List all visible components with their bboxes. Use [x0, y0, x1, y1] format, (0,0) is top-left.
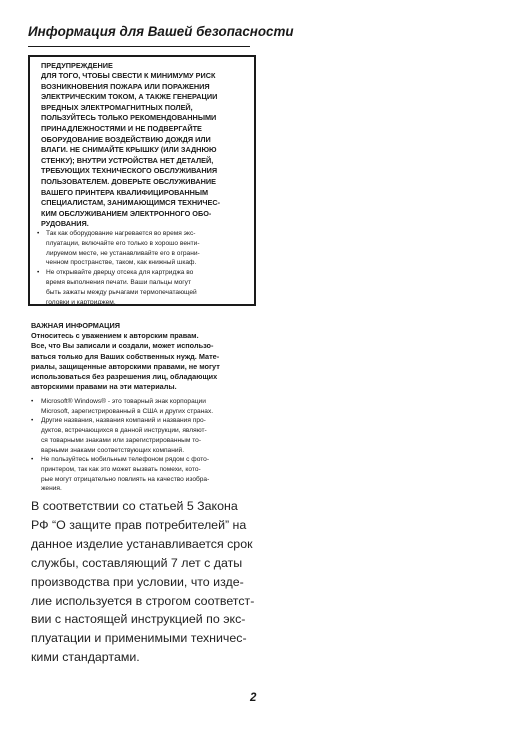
important-info-bullet: • Не пользуйтесь мобильным телефоном рядом с фото- принтером, так как это может вызвать помехи, кото- рые могут отрицательно повлиять на качество изобра- жения. — [31, 455, 256, 494]
warning-bullet-list — [37, 229, 251, 307]
important-info-text: Относитесь с уважением к авторским правам. Все, что Вы записали и создали, может использо- ваться только для Ваших собственных нужд. Мате- риалы, защищенные авторскими правами, не могут использоваться без разрешения лиц, обладающих авторскими правами на эти материалы. — [31, 331, 220, 392]
warning-heading: ПРЕДУПРЕЖДЕНИЕ — [41, 61, 113, 70]
page-number: 2 — [250, 692, 257, 704]
consumer-law-paragraph: В соответствии со статьей 5 Закона РФ “О защите прав потребителей” на данное изделие устанавливается срок службы, составляющий 7 лет с даты производства при условии, что изде- лие используется в строгом соответст- вии с настоящей инструкцией по экс- плуатации и применимыми техничес- кими стандартами. — [31, 499, 255, 665]
warning-box — [28, 55, 256, 306]
important-info-heading: ВАЖНАЯ ИНФОРМАЦИЯ — [31, 321, 120, 330]
title-underline — [28, 46, 250, 47]
page-title: Информация для Вашей безопасности — [28, 24, 294, 39]
warning-text: ДЛЯ ТОГО, ЧТОБЫ СВЕСТИ К МИНИМУМУ РИСК ВОЗНИКНОВЕНИЯ ПОЖАРА ИЛИ ПОРАЖЕНИЯ ЭЛЕКТРИЧЕСКИМ ТОКОМ, А ТАКЖЕ ГЕНЕРАЦИИ ВРЕДНЫХ ЭЛЕКТРОМАГНИТНЫХ ПОЛЕЙ, ПОЛЬЗУЙТЕСЬ ТОЛЬКО РЕКОМЕНДОВАННЫМИ ПРИНАДЛЕЖНОСТЯМИ И НЕ ПОДВЕРГАЙТЕ ОБОРУДОВАНИЕ ВОЗДЕЙСТВИЮ ДОЖДЯ ИЛИ ВЛАГИ. НЕ СНИМАЙТЕ КРЫШКУ (ИЛИ ЗАДНЮЮ СТЕНКУ); ВНУТРИ УСТРОЙСТВА НЕТ ДЕТАЛЕЙ, ТРЕБУЮЩИХ ТЕХНИЧЕСКОГО ОБСЛУЖИВАНИЯ ПОЛЬЗОВАТЕЛЕМ. ДОВЕРЬТЕ ОБСЛУЖИВАНИЕ ВАШЕГО ПРИНТЕРА КВАЛИФИЦИРОВАННЫМ СПЕЦИАЛИСТАМ, ЗАНИМАЮЩИМСЯ ТЕХНИЧЕС- КИМ ОБСЛУЖИВАНИЕМ ЭЛЕКТРОННОГО ОБО- РУДОВАНИЯ. — [41, 71, 221, 229]
important-info-bullet-list — [31, 397, 256, 494]
important-info-bullet: • Microsoft® Windows® - это товарный знак корпорации Microsoft, зарегистрированный в США и других странах. — [31, 397, 256, 416]
important-info-bullet: • Другие названия, названия компаний и названия про- дуктов, встречающихся в данной инструкции, являют- ся товарными знаками или зарегистрированным то- варными знаками соответствующих компаний. — [31, 416, 256, 455]
warning-bullet: • Так как оборудование нагревается во время экс- плуатации, включайте его только в хорошо венти- лируемом месте, не устанавливайте его в ограни- ченном пространстве, таком, как книжный шкаф. — [37, 229, 251, 268]
warning-bullet: • Не открывайте дверцу отсека для картриджа во время выполнения печати. Ваши пальцы могут быть зажаты между рычагами термопечатающей головки и картриджем. — [37, 268, 251, 307]
